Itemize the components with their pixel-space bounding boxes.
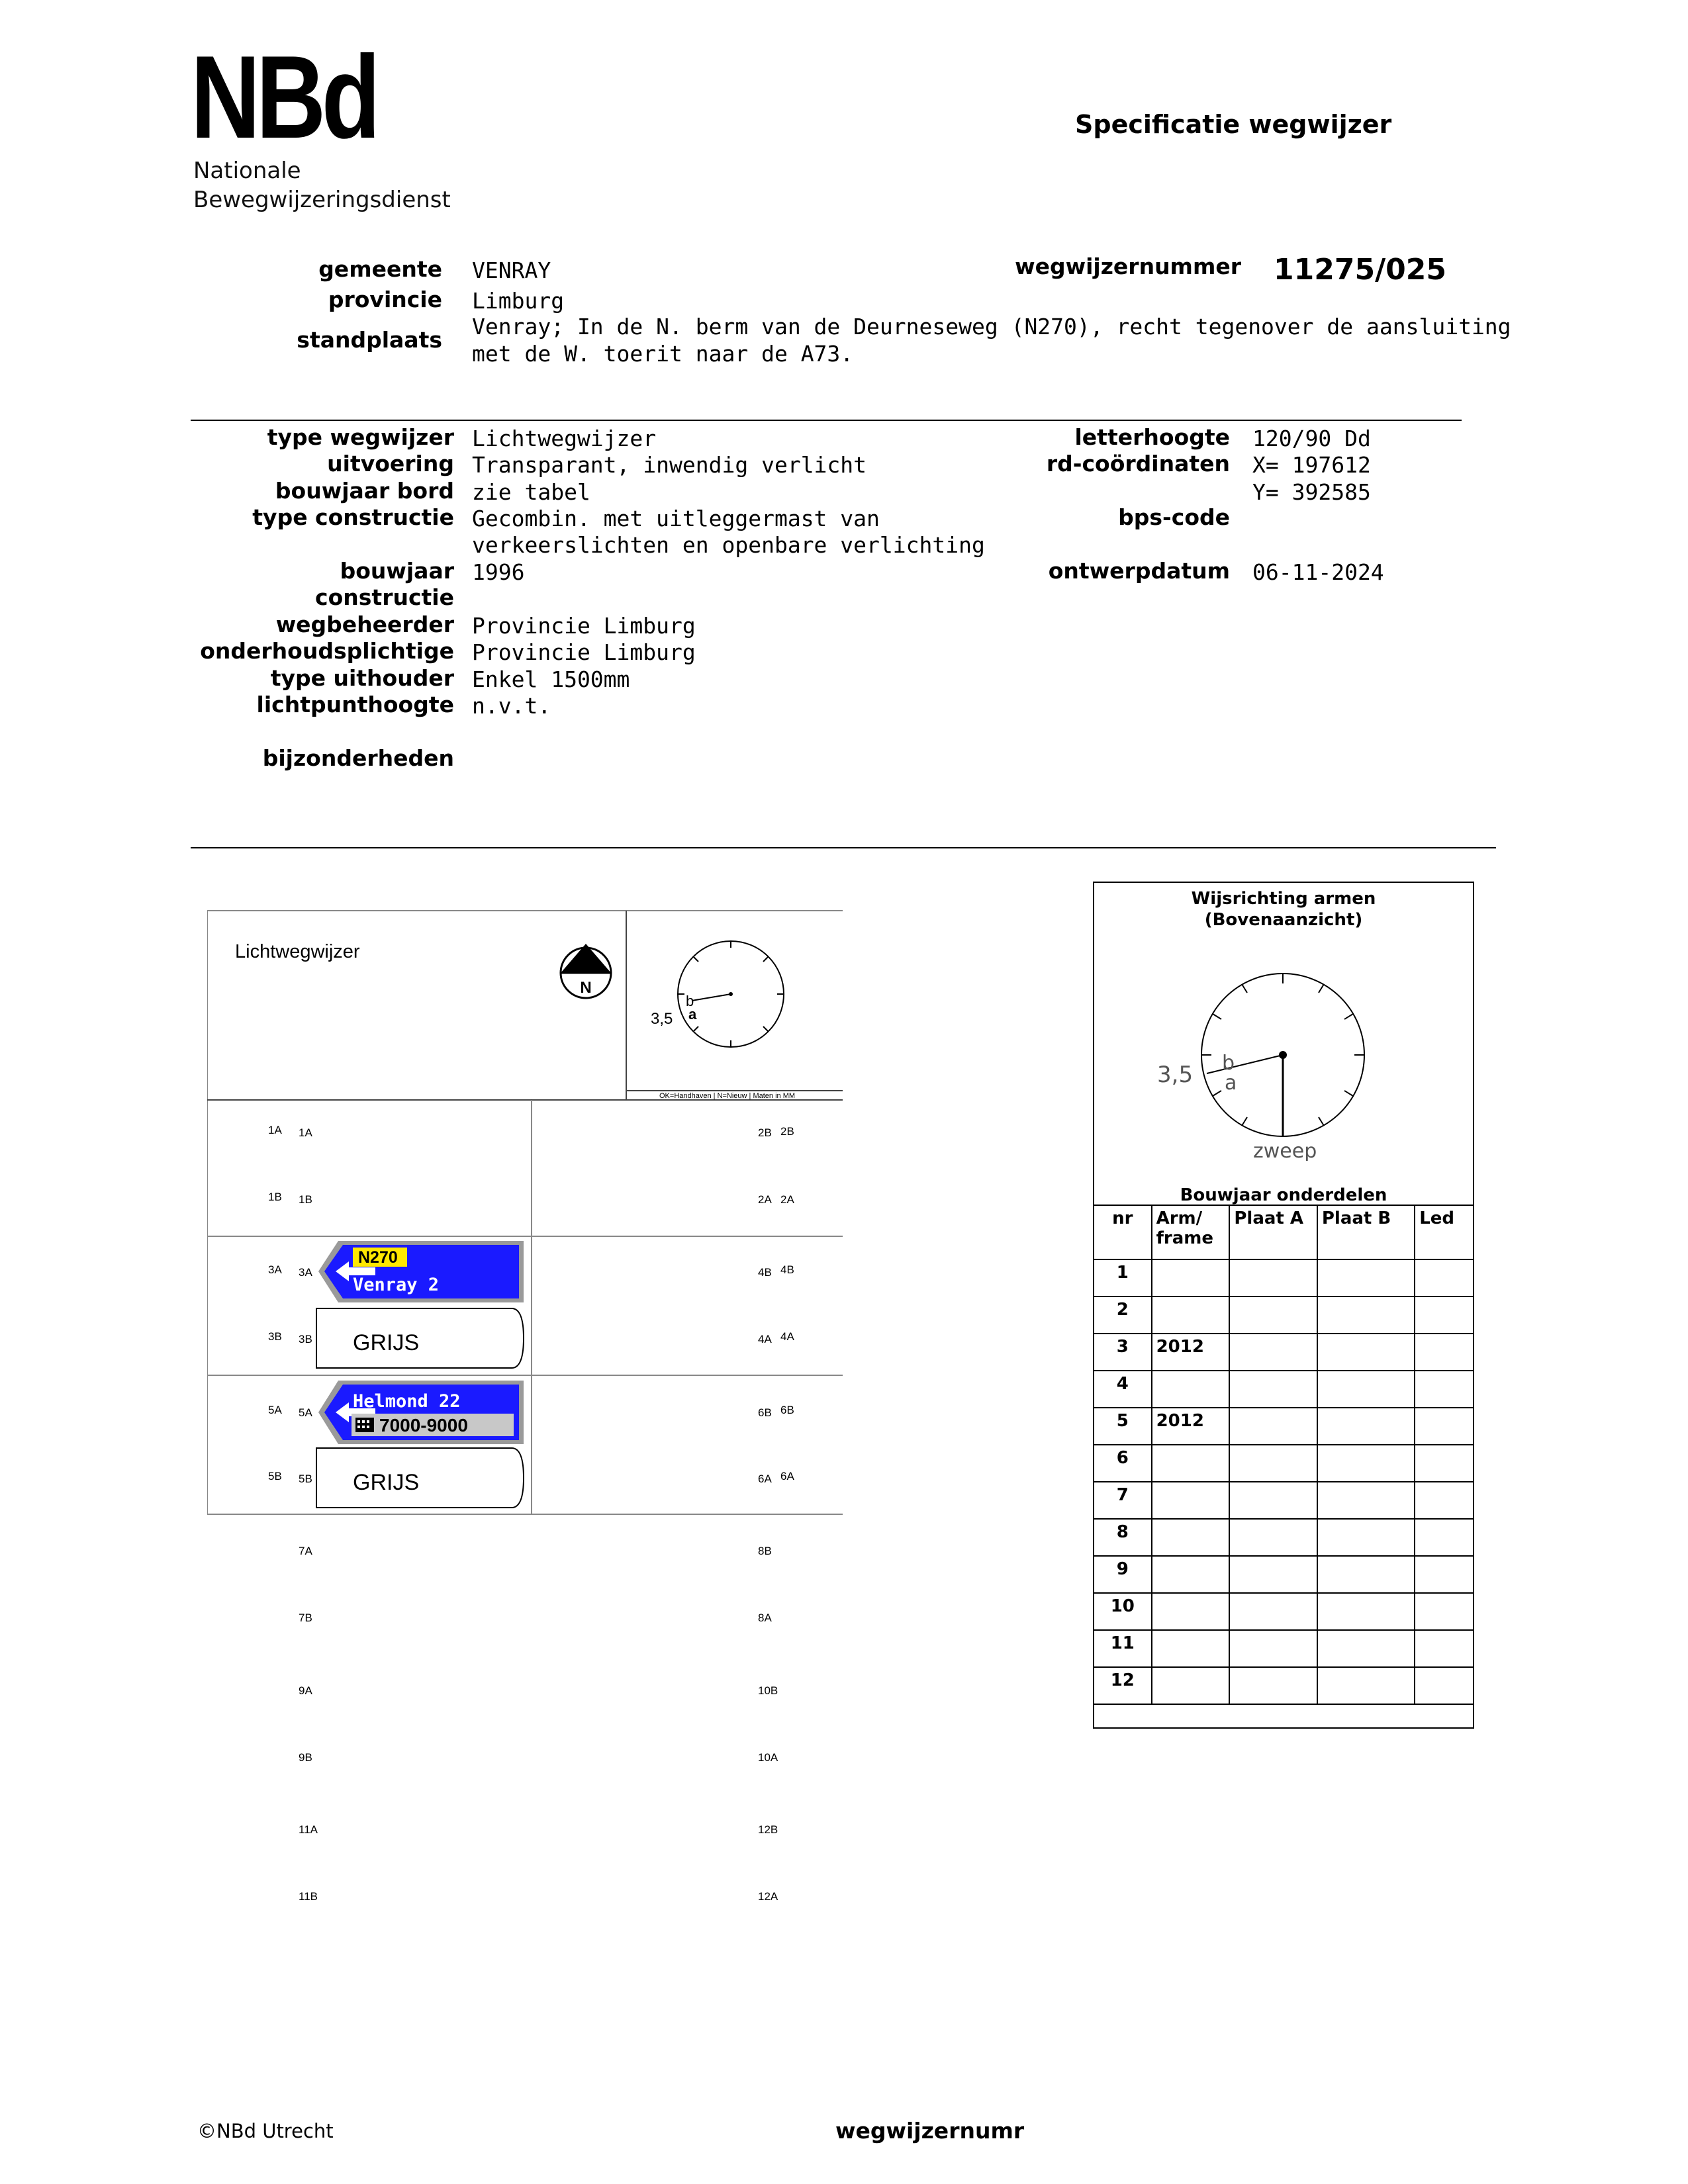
code-9a: 9A <box>299 1684 312 1697</box>
small-dial-b: b <box>686 993 694 1009</box>
spec-right-label: rd-coördinaten <box>1046 451 1230 477</box>
small-dial-icon <box>651 941 784 1047</box>
standplaats-line1: Venray; In de N. berm van de Deurneseweg (N270), recht tegenover de aansluiting <box>472 314 1511 340</box>
north-label: N <box>580 979 592 997</box>
spec-value: Lichtwegwijzer <box>472 426 657 451</box>
spec-value: zie tabel <box>472 479 590 505</box>
table-cell <box>1152 1630 1230 1667</box>
diagram-legend: OK=Handhaven | N=Nieuw | Maten in MM <box>659 1092 796 1100</box>
table-cell: 10 <box>1094 1593 1152 1630</box>
code-right-2b: 2B <box>780 1125 794 1138</box>
spec-value: n.v.t. <box>472 693 551 719</box>
org-name-line2: Bewegwijzeringsdienst <box>193 187 451 213</box>
code-right-6a-inner: 6A <box>758 1473 772 1485</box>
table-cell: 3 <box>1094 1334 1152 1371</box>
table-header-row <box>1094 1205 1474 1259</box>
spec-label: type uithouder <box>270 665 454 691</box>
diagram-title: Lichtwegwijzer <box>235 941 360 962</box>
table-cell <box>1317 1445 1415 1482</box>
wegwijzernummer-value: 11275/025 <box>1274 253 1446 287</box>
table-cell <box>1229 1667 1317 1704</box>
table-cell <box>1415 1482 1474 1519</box>
spec-right-label: letterhoogte <box>1074 424 1230 450</box>
code-right-4a: 4A <box>780 1330 794 1343</box>
sign-5a-destination: Helmond 22 <box>353 1391 461 1412</box>
code-left-5b-outer: 5B <box>268 1470 282 1482</box>
spec-right-value: X= 197612 <box>1252 452 1371 478</box>
spec-label: onderhoudsplichtige <box>200 638 454 664</box>
table-cell <box>1317 1519 1415 1556</box>
spec-value: Enkel 1500mm <box>472 666 630 692</box>
spec-label: lichtpunthoogte <box>256 692 454 717</box>
table-cell: 4 <box>1094 1371 1152 1408</box>
org-name-line1: Nationale <box>193 158 301 184</box>
spec-label: bijzonderheden <box>262 745 454 771</box>
table-cell <box>1152 1371 1230 1408</box>
code-11b: 11B <box>299 1890 318 1903</box>
code-left-5a-outer: 5A <box>268 1404 282 1416</box>
sign-3b-text: GRIJS <box>353 1330 420 1355</box>
table-cell <box>1317 1667 1415 1704</box>
table-cell <box>1229 1334 1317 1371</box>
table-cell <box>1317 1556 1415 1593</box>
table-cell <box>1152 1519 1230 1556</box>
table-cell <box>1317 1482 1415 1519</box>
code-12b: 12B <box>758 1823 778 1836</box>
factory-icon <box>355 1418 374 1432</box>
code-right-4a-inner: 4A <box>758 1333 772 1345</box>
table-cell <box>1317 1297 1415 1334</box>
table-cell <box>1229 1593 1317 1630</box>
table-cell: 7 <box>1094 1482 1152 1519</box>
table-cell <box>1317 1593 1415 1630</box>
sign-diagram <box>207 907 843 1919</box>
table-cell <box>1415 1297 1474 1334</box>
table-cell <box>1415 1630 1474 1667</box>
wegwijzernummer-label: wegwijzernummer <box>1015 253 1241 279</box>
table-cell <box>1229 1519 1317 1556</box>
spec-right-label: bps-code <box>1118 504 1230 530</box>
spec-label: wegbeheerder <box>275 612 454 637</box>
bouwjaar-table <box>1093 1205 1474 1705</box>
table-header-cell: Plaat A <box>1229 1205 1317 1259</box>
spec-label: type constructie <box>252 504 454 530</box>
table-cell: 6 <box>1094 1445 1152 1482</box>
small-dial-value: 3,5 <box>651 1010 673 1028</box>
small-dial-a: a <box>688 1006 697 1023</box>
table-cell <box>1415 1259 1474 1297</box>
arms-dial-value: 3,5 <box>1157 1062 1194 1088</box>
table-row <box>1094 1482 1474 1519</box>
table-row <box>1094 1371 1474 1408</box>
sign-3a <box>318 1241 524 1302</box>
gemeente-value: VENRAY <box>472 257 551 283</box>
table-cell <box>1415 1445 1474 1482</box>
table-cell <box>1415 1667 1474 1704</box>
table-cell <box>1229 1297 1317 1334</box>
arms-dial-b: b <box>1222 1052 1235 1075</box>
code-right-4b-inner: 4B <box>758 1266 772 1279</box>
code-left-1a: 1A <box>299 1126 312 1139</box>
sign-5b-text: GRIJS <box>353 1470 420 1495</box>
table-cell <box>1317 1630 1415 1667</box>
code-7a: 7A <box>299 1545 312 1557</box>
spec-value: 1996 <box>472 559 525 585</box>
gemeente-label: gemeente <box>318 256 442 282</box>
zweep-label: zweep <box>1253 1140 1317 1161</box>
bouwjaar-title: Bouwjaar onderdelen <box>1180 1185 1387 1205</box>
spec-value: Transparant, inwendig verlicht <box>472 452 867 478</box>
page-title: Specificatie wegwijzer <box>1075 110 1392 139</box>
code-left-3b: 3B <box>299 1333 312 1345</box>
code-left-5b: 5B <box>299 1473 312 1485</box>
table-cell: 2 <box>1094 1297 1152 1334</box>
provincie-value: Limburg <box>472 288 565 314</box>
sign-3b <box>316 1308 524 1368</box>
table-cell: 2012 <box>1152 1334 1230 1371</box>
code-right-6b: 6B <box>780 1404 794 1416</box>
code-left-1b-outer: 1B <box>268 1191 282 1203</box>
divider-top <box>191 420 1462 421</box>
nbd-logo: NBd <box>191 31 377 163</box>
code-11a: 11A <box>299 1823 318 1836</box>
spec-right-value: 120/90 Dd <box>1252 426 1371 451</box>
code-8b: 8B <box>758 1545 772 1557</box>
spec-value: Gecombin. met uitleggermast van <box>472 506 880 531</box>
table-cell <box>1317 1334 1415 1371</box>
table-header-cell: Arm/ frame <box>1152 1205 1230 1259</box>
sign-5a <box>318 1381 524 1444</box>
table-cell <box>1152 1445 1230 1482</box>
table-cell <box>1317 1371 1415 1408</box>
code-right-2a: 2A <box>780 1193 794 1206</box>
spec-label: bouwjaar <box>340 558 454 584</box>
code-left-3b-outer: 3B <box>268 1330 282 1343</box>
code-10b: 10B <box>758 1684 778 1697</box>
code-left-3a: 3A <box>299 1266 312 1279</box>
table-header-cell: Plaat B <box>1317 1205 1415 1259</box>
spec-label: type wegwijzer <box>267 424 454 450</box>
code-left-1b: 1B <box>299 1193 312 1206</box>
table-cell <box>1152 1556 1230 1593</box>
spec-value: Provincie Limburg <box>472 613 696 639</box>
footer-copyright: ©NBd Utrecht <box>197 2120 334 2142</box>
table-cell: 1 <box>1094 1259 1152 1297</box>
code-12a: 12A <box>758 1890 778 1903</box>
sign-diagram-svg <box>207 907 843 1919</box>
sign-5b <box>316 1448 524 1508</box>
table-cell <box>1415 1408 1474 1445</box>
table-cell: 2012 <box>1152 1408 1230 1445</box>
table-row <box>1094 1259 1474 1297</box>
provincie-label: provincie <box>328 287 442 312</box>
code-right-2b-inner: 2B <box>758 1126 772 1139</box>
table-cell <box>1229 1259 1317 1297</box>
code-left-1a-outer: 1A <box>268 1124 282 1136</box>
arms-title-line1: Wijsrichting armen <box>1191 889 1376 909</box>
table-cell: 12 <box>1094 1667 1152 1704</box>
code-right-6a: 6A <box>780 1470 794 1482</box>
footer-number-label: wegwijzernumr <box>835 2118 1025 2144</box>
table-row <box>1094 1445 1474 1482</box>
spec-right-value: Y= 392585 <box>1252 479 1371 505</box>
standplaats-line2: met de W. toerit naar de A73. <box>472 341 854 367</box>
table-cell <box>1152 1593 1230 1630</box>
table-cell <box>1229 1556 1317 1593</box>
table-row <box>1094 1630 1474 1667</box>
table-cell <box>1229 1482 1317 1519</box>
spec-label: uitvoering <box>327 451 454 477</box>
code-10a: 10A <box>758 1751 778 1764</box>
spec-right-value: 06-11-2024 <box>1252 559 1384 585</box>
divider-bottom <box>191 847 1496 848</box>
table-header-cell: nr <box>1094 1205 1152 1259</box>
table-cell <box>1317 1259 1415 1297</box>
code-7b: 7B <box>299 1612 312 1624</box>
code-9b: 9B <box>299 1751 312 1764</box>
table-cell <box>1152 1297 1230 1334</box>
arms-dial-a: a <box>1225 1071 1237 1095</box>
arms-dial-icon <box>1094 936 1473 1161</box>
spec-value: Provincie Limburg <box>472 639 696 665</box>
table-cell: 8 <box>1094 1519 1152 1556</box>
code-right-4b: 4B <box>780 1263 794 1276</box>
table-cell <box>1229 1371 1317 1408</box>
sign-5a-sub: 7000-9000 <box>379 1415 468 1435</box>
spec-label: bouwjaar bord <box>275 478 454 504</box>
table-cell <box>1317 1408 1415 1445</box>
table-row <box>1094 1593 1474 1630</box>
table-row <box>1094 1519 1474 1556</box>
table-cell <box>1152 1667 1230 1704</box>
spec-right-label: ontwerpdatum <box>1048 558 1230 584</box>
table-cell <box>1229 1408 1317 1445</box>
table-row <box>1094 1556 1474 1593</box>
standplaats-label: standplaats <box>297 327 442 353</box>
table-cell: 11 <box>1094 1630 1152 1667</box>
sign-3a-route: N270 <box>358 1248 398 1267</box>
table-header-cell: Led <box>1415 1205 1474 1259</box>
table-cell <box>1415 1371 1474 1408</box>
table-row <box>1094 1408 1474 1445</box>
code-8a: 8A <box>758 1612 772 1624</box>
table-cell <box>1415 1519 1474 1556</box>
table-cell: 5 <box>1094 1408 1152 1445</box>
table-row <box>1094 1667 1474 1704</box>
north-arrow-icon <box>561 944 611 998</box>
table-cell <box>1229 1445 1317 1482</box>
table-cell <box>1415 1334 1474 1371</box>
sign-3a-destination: Venray 2 <box>353 1275 440 1295</box>
spec-label: constructie <box>315 584 454 610</box>
code-left-3a-outer: 3A <box>268 1263 282 1276</box>
code-left-5a: 5A <box>299 1406 312 1419</box>
table-cell <box>1415 1593 1474 1630</box>
code-right-6b-inner: 6B <box>758 1406 772 1419</box>
table-cell <box>1229 1630 1317 1667</box>
table-row <box>1094 1334 1474 1371</box>
code-right-2a-inner: 2A <box>758 1193 772 1206</box>
table-cell <box>1152 1259 1230 1297</box>
spec-value: verkeerslichten en openbare verlichting <box>472 532 985 558</box>
table-row <box>1094 1297 1474 1334</box>
table-cell <box>1152 1482 1230 1519</box>
arms-title-line2: (Bovenaanzicht) <box>1204 910 1363 930</box>
table-cell: 9 <box>1094 1556 1152 1593</box>
table-cell <box>1415 1556 1474 1593</box>
